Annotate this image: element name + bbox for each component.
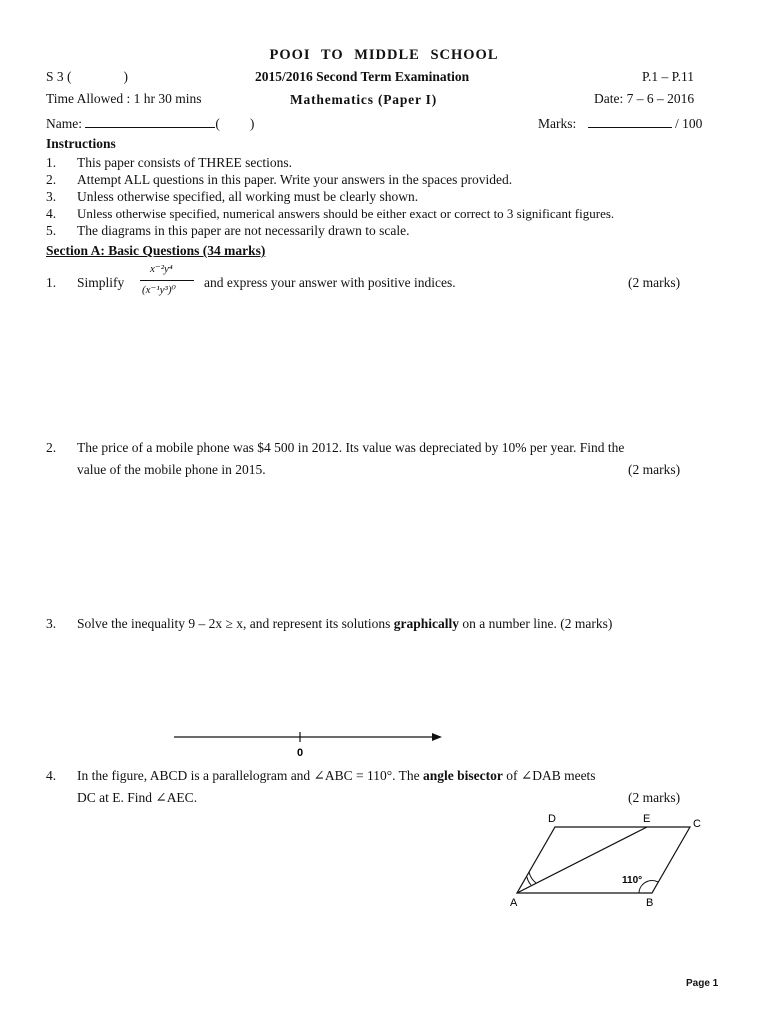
class-prefix: S 3 (: [46, 69, 72, 84]
q3-pre: Solve the inequality 9 – 2x ≥ x, and represent its solutions: [77, 616, 391, 631]
number-line: [170, 726, 450, 760]
name-paren-close: ): [249, 116, 255, 131]
class-suffix: ): [123, 69, 129, 84]
instruction-num: 4.: [46, 206, 57, 221]
exam-title: 2015/2016 Second Term Examination: [255, 69, 470, 84]
name-blank[interactable]: [85, 115, 215, 128]
q4-number: 4.: [46, 768, 57, 783]
instruction-text: Unless otherwise specified, all working must be clearly shown.: [77, 189, 419, 204]
q4-line1-bold: angle bisector: [423, 768, 503, 783]
marks-label: Marks:: [538, 116, 577, 131]
page-number: Page 1: [686, 978, 719, 989]
q3-text: [77, 616, 612, 632]
name-field: [46, 115, 254, 132]
parallelogram-abcd: [517, 827, 690, 893]
vertex-label-d: D: [548, 813, 556, 825]
marks-total: / 100: [675, 116, 703, 131]
instruction-text: Unless otherwise specified, numerical answers should be either exact or correct to 3 significant figures.: [77, 206, 615, 221]
q2-number: 2.: [46, 440, 57, 455]
vertex-label-a: A: [510, 897, 518, 909]
q4-marks: (2 marks): [628, 790, 681, 805]
time-allowed: Time Allowed : 1 hr 30 mins: [46, 91, 202, 106]
class-field: [46, 69, 128, 85]
vertex-label-e: E: [643, 813, 651, 825]
page-range: P.1 – P.11: [642, 69, 695, 84]
instruction-num: 3.: [46, 189, 57, 204]
q4-line1-pre: In the figure, ABCD is a parallelogram and ∠ABC = 110°. The: [77, 768, 420, 783]
instruction-text: This paper consists of THREE sections.: [77, 155, 292, 170]
q1-fraction-bar: [140, 280, 194, 281]
name-paren-open: (: [215, 116, 220, 131]
q2-marks: (2 marks): [628, 462, 681, 477]
instructions-title: Instructions: [46, 136, 116, 151]
number-line-zero-label: 0: [296, 747, 304, 759]
angle-mark-a-outer: [529, 872, 536, 883]
q1-marks: (2 marks): [628, 275, 681, 290]
section-a-title: Section A: Basic Questions (34 marks): [46, 243, 266, 258]
exam-date: Date: 7 – 6 – 2016: [594, 91, 695, 106]
angle-label-110: 110°: [622, 875, 643, 886]
q4-line2: DC at E. Find ∠AEC.: [77, 790, 198, 805]
instruction-item: [46, 223, 56, 239]
q1-pre: Simplify: [77, 275, 125, 290]
instruction-num: 1.: [46, 155, 57, 170]
q1-denominator: (x⁻¹y³)⁰: [142, 284, 176, 296]
instruction-item: [46, 206, 56, 222]
name-label: Name:: [46, 116, 82, 131]
q3-number: 3.: [46, 616, 57, 631]
parallelogram-figure: [500, 808, 720, 913]
instruction-text: The diagrams in this paper are not necessarily drawn to scale.: [77, 223, 410, 238]
number-line-arrow-icon: [432, 733, 442, 741]
marks-blank[interactable]: [588, 115, 672, 128]
q2-line2: value of the mobile phone in 2015.: [77, 462, 266, 477]
vertex-label-b: B: [646, 897, 654, 909]
q1-fraction: [138, 262, 198, 306]
angle-mark-a: [527, 877, 531, 885]
q2-line1: The price of a mobile phone was $4 500 in 2012. Its value was depreciated by 10% per year. Find the: [77, 440, 625, 455]
instruction-num: 5.: [46, 223, 57, 238]
q1-post: and express your answer with positive indices.: [204, 275, 456, 290]
instruction-num: 2.: [46, 172, 57, 187]
marks-field: [538, 115, 702, 132]
instruction-text: Attempt ALL questions in this paper. Write your answers in the spaces provided.: [77, 172, 513, 187]
instruction-item: [46, 189, 56, 205]
q1-number: 1.: [46, 275, 57, 290]
subject-title: Mathematics (Paper I): [290, 92, 438, 107]
instruction-item: [46, 155, 56, 171]
vertex-label-c: C: [693, 818, 701, 830]
q3-post: on a number line. (2 marks): [462, 616, 613, 631]
school-name: POOI TO MIDDLE SCHOOL: [269, 47, 499, 63]
q1-numerator: x⁻²y⁴: [150, 263, 173, 275]
q4-line1-post: of ∠DAB meets: [506, 768, 596, 783]
instruction-item: [46, 172, 56, 188]
q4-line1: [77, 768, 596, 784]
q3-bold: graphically: [393, 616, 460, 631]
